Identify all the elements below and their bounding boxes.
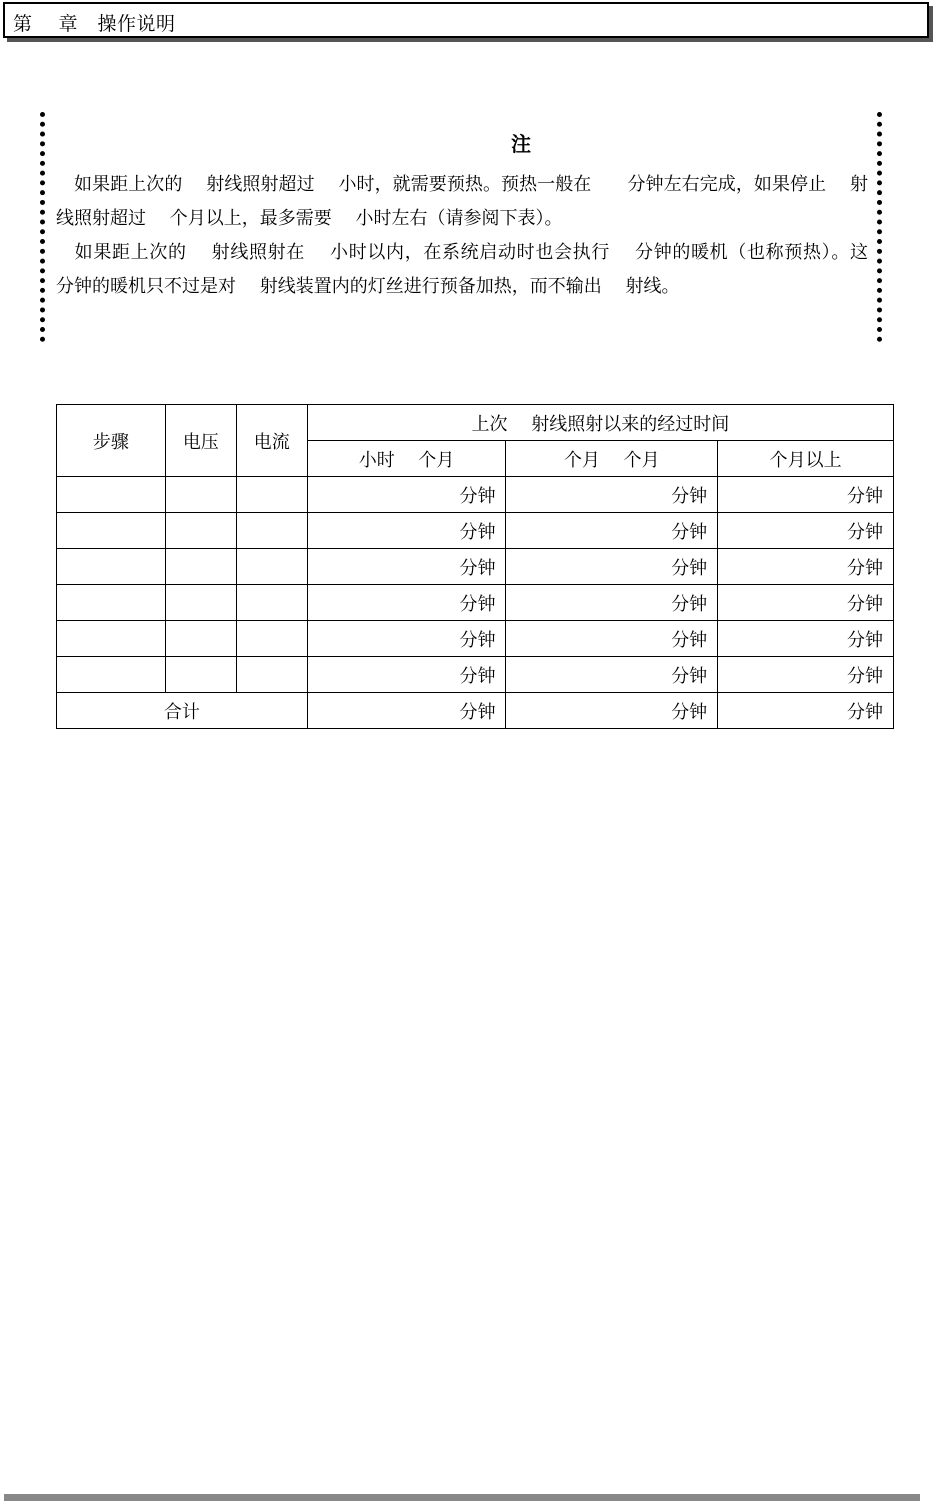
table-row [57,477,894,513]
header-col-1: 小时 个月 [307,441,506,477]
table-row [57,513,894,549]
cell-voltage [165,621,236,657]
cell-current [236,513,307,549]
cell-minutes-1: 分钟 [307,477,506,513]
cell-step [57,585,166,621]
cell-minutes-2: 分钟 [506,585,718,621]
header-col-3: 个月以上 [718,441,894,477]
chapter-title: 第 章 操作说明 [13,13,176,35]
header-elapsed-time: 上次 射线照射以来的经过时间 [307,405,893,441]
cell-current [236,585,307,621]
cell-current [236,477,307,513]
table-header-row [57,405,894,441]
note-box [40,112,892,342]
total-minutes-1: 分钟 [307,693,506,729]
cell-minutes-2: 分钟 [506,549,718,585]
header-voltage: 电压 [165,405,236,477]
table-row [57,585,894,621]
cell-minutes-1: 分钟 [307,549,506,585]
table-total-row [57,693,894,729]
note-heading: 注 [511,132,531,156]
cell-minutes-3: 分钟 [718,477,894,513]
total-minutes-3: 分钟 [718,693,894,729]
cell-minutes-2: 分钟 [506,513,718,549]
cell-step [57,657,166,693]
table-row [57,657,894,693]
cell-minutes-1: 分钟 [307,657,506,693]
cell-minutes-2: 分钟 [506,657,718,693]
table-row [57,621,894,657]
cell-minutes-1: 分钟 [307,621,506,657]
note-paragraph-1: 如果距上次的 射线照射超过 小时，就需要预热。预热一般在 分钟左右完成，如果停止 射线照射超过 个月以上，最多需要 小时左右（请参阅下表）。 [56,174,868,229]
cell-step [57,477,166,513]
cell-step [57,621,166,657]
total-label: 合计 [57,693,308,729]
header-col-2: 个月 个月 [506,441,718,477]
cell-step [57,549,166,585]
cell-minutes-1: 分钟 [307,585,506,621]
cell-current [236,549,307,585]
cell-minutes-3: 分钟 [718,549,894,585]
page-footer-bar [4,1494,920,1501]
note-paragraph-2: 如果距上次的 射线照射在 小时以内，在系统启动时也会执行 分钟的暖机（也称预热）。这 分钟的暖机只不过是对 射线装置内的灯丝进行预备加热，而不输出 射线。 [56,242,892,297]
note-body [56,168,892,304]
cell-voltage [165,513,236,549]
cell-minutes-2: 分钟 [506,477,718,513]
warmup-table [56,404,894,729]
cell-minutes-3: 分钟 [718,657,894,693]
cell-minutes-3: 分钟 [718,585,894,621]
cell-step [57,513,166,549]
cell-minutes-3: 分钟 [718,621,894,657]
cell-voltage [165,549,236,585]
header-step: 步骤 [57,405,166,477]
cell-minutes-3: 分钟 [718,513,894,549]
total-minutes-2: 分钟 [506,693,718,729]
cell-voltage [165,585,236,621]
cell-minutes-1: 分钟 [307,513,506,549]
table-row [57,549,894,585]
cell-minutes-2: 分钟 [506,621,718,657]
cell-current [236,621,307,657]
page-header [3,2,929,38]
cell-current [236,657,307,693]
cell-voltage [165,657,236,693]
cell-voltage [165,477,236,513]
header-current: 电流 [236,405,307,477]
